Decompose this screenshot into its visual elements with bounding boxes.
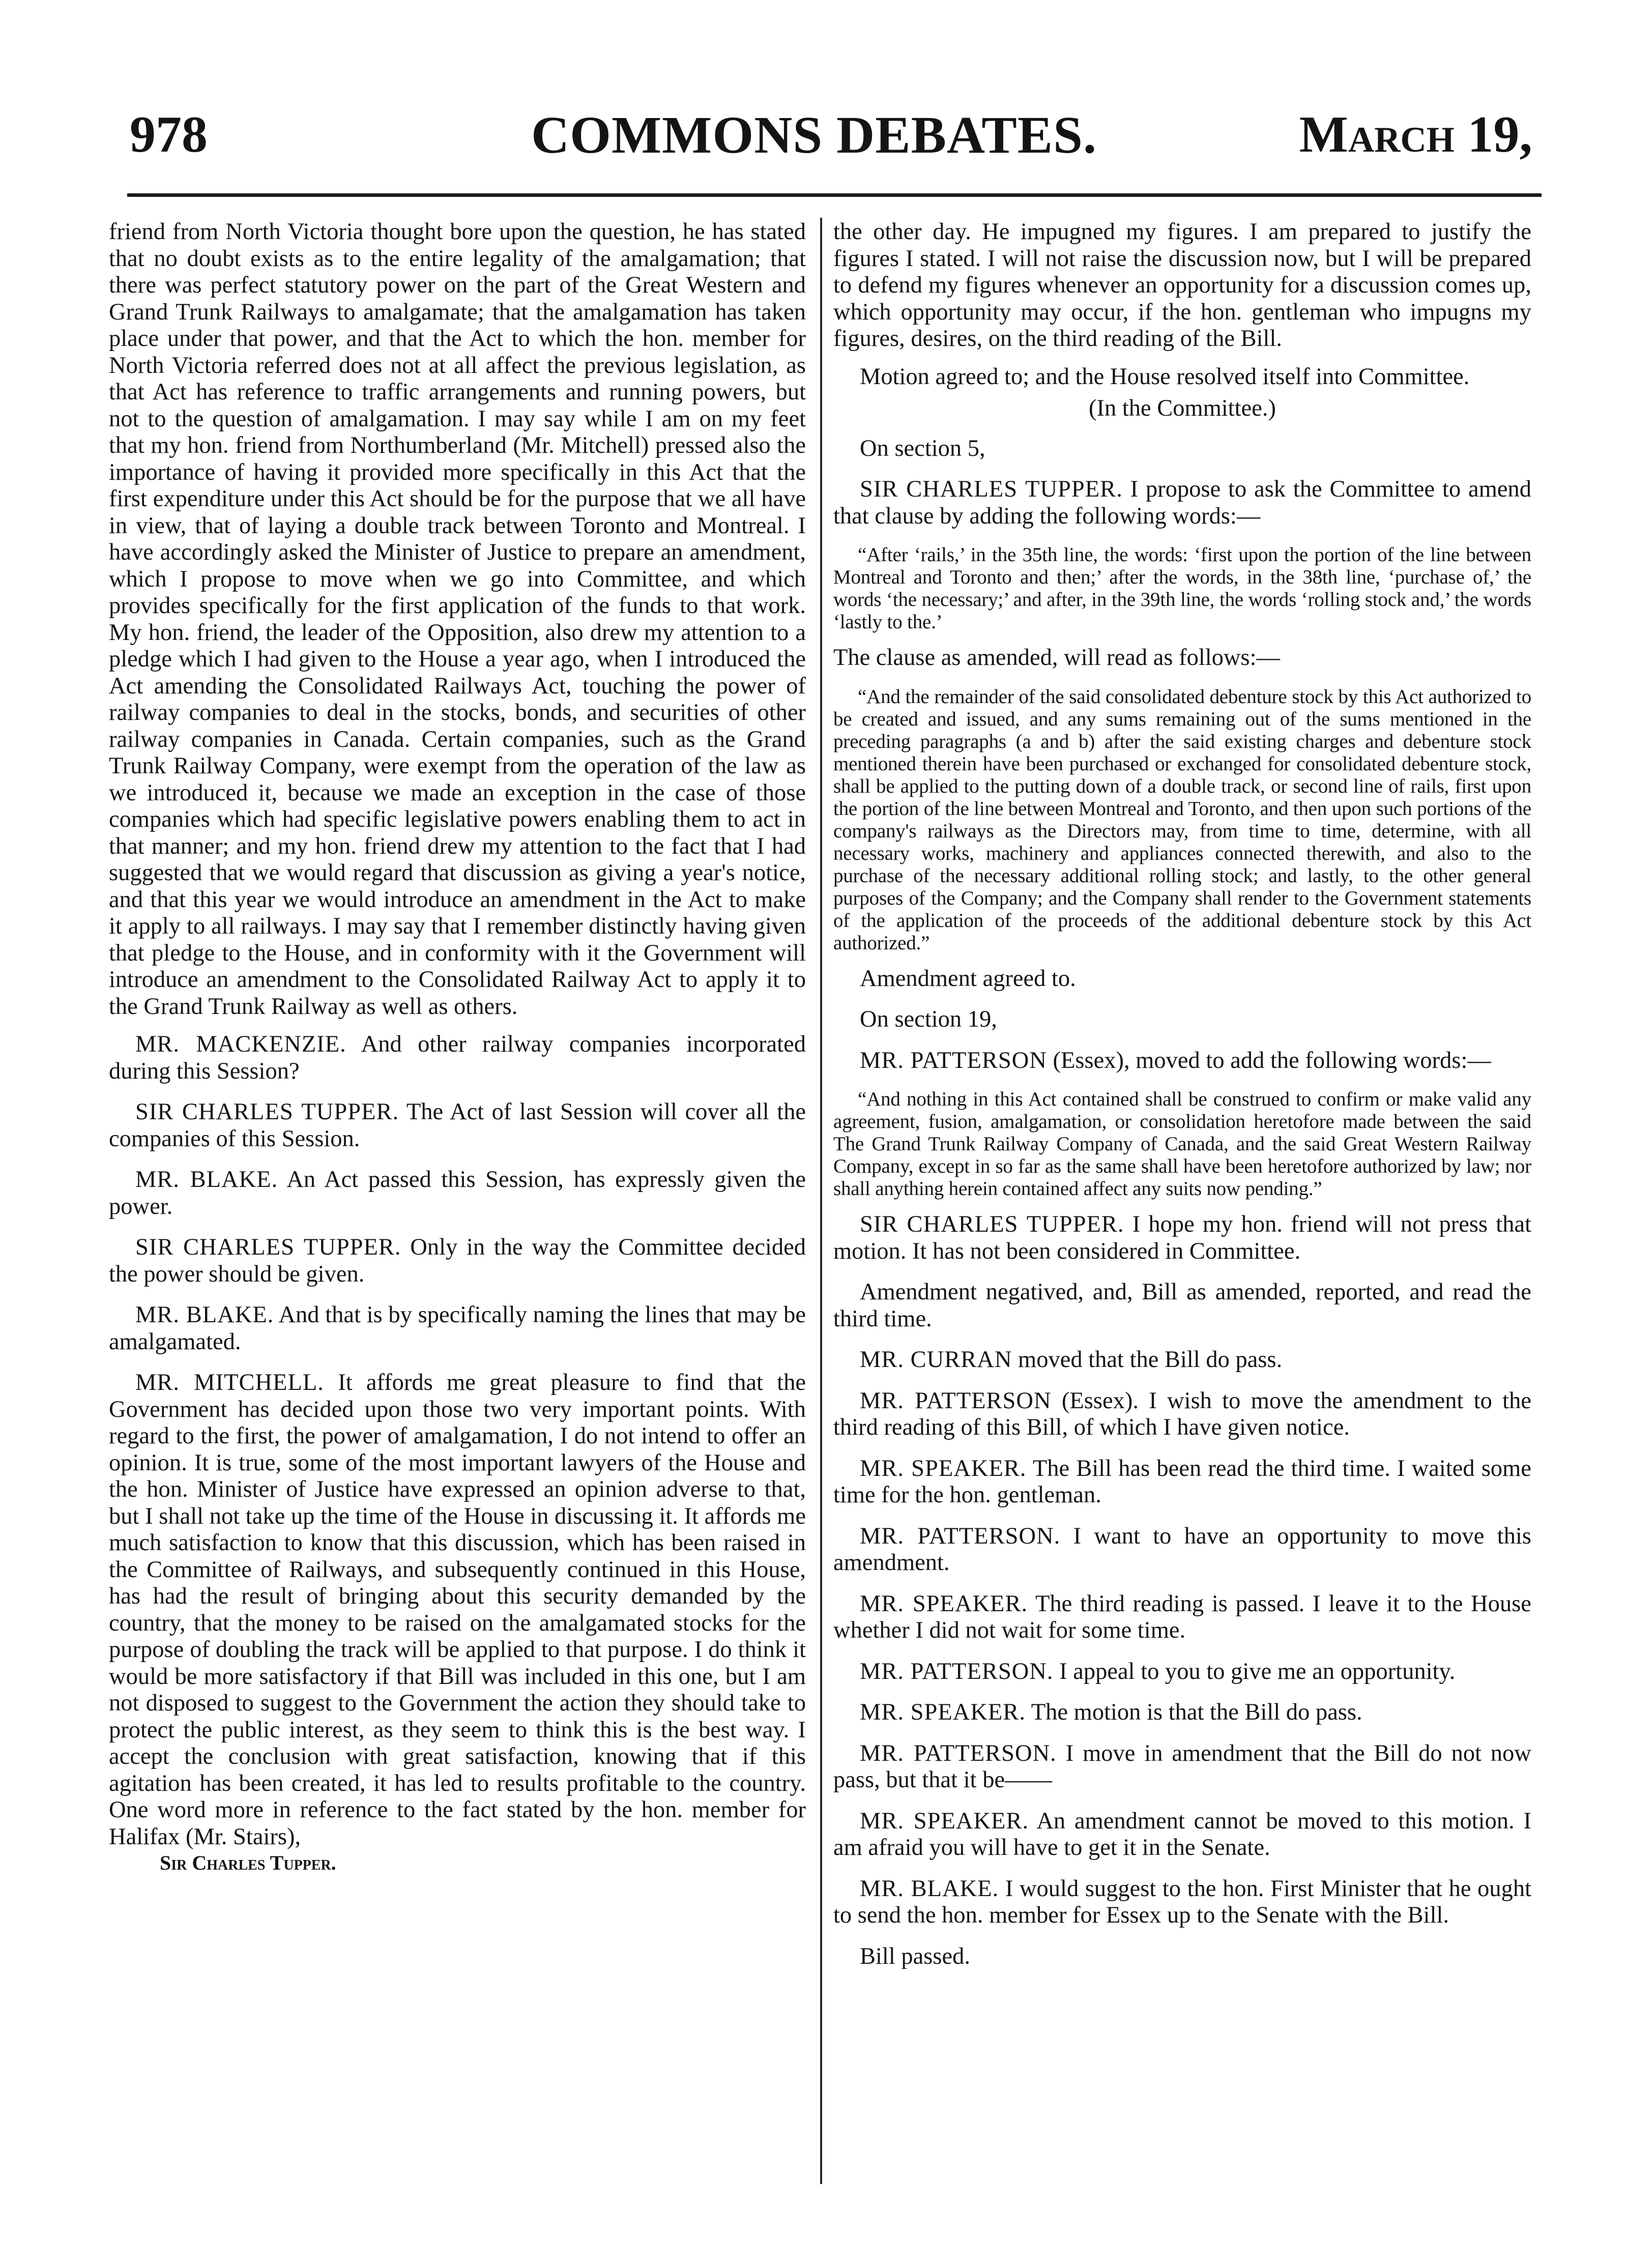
speaker-name: SIR CHARLES TUPPER.	[860, 1211, 1124, 1237]
speech-paragraph	[109, 1031, 806, 1085]
quoted-clause: “And the remainder of the said consolidated debenture stock by this Act authorized to be created and issued, and any sums remaining out of the sums mentioned in the preceding paragraphs (a and b) after the said existing charges and debenture stock mentioned therein have been purchased or exchanged for consolidated debenture stock, shall be applied to the putting down of a double track, or second line of rails, first upon the portion of the line between Montreal and Toronto, and then upon such portions of the company's railways as the Directors may, from time to time, determine, with all necessary works, machinery and appliances connected therewith, and also to the purchase of the necessary additional rolling stock; and lastly, to the other general purposes of the Company; and the Company shall render to the Government statements of the application of the proceeds of the additional debenture stock by this Act authorized.”	[833, 685, 1531, 954]
speech-paragraph	[833, 1048, 1531, 1074]
speech-paragraph	[833, 1808, 1531, 1862]
speaker-name: MR. PATTERSON.	[860, 1658, 1054, 1684]
section-note: On section 5,	[860, 435, 985, 461]
speaker-name: MR. PATTERSON.	[860, 1523, 1061, 1549]
speech-text: It affords me great pleasure to find that the Government has decided upon those two very important points. With regard to the first, the power of amalgamation, I do not intend to offer an opinion. It is true, some of the most important lawyers of the House and the hon. Minister of Justice have expressed an opinion adverse to that, but I shall not take up the time of the House in discussing it. It affords me much satisfaction to know that this discussion, which has been raised in the Committee of Railways, and subsequently continued in this House, has had the result of bringing about this security demanded by the country, that the money to be raised on the amalgamated stocks for the purpose of doubling the track will be applied to that purpose. I do think it would be more satisfactory if that Bill was included in this one, but I am not disposed to suggest to the Government the action they should take to protect the public interest, as they seem to think this is the best way. I accept the conclusion with great satisfaction, knowing that if this agitation has been created, it has led to results profitable to the country. One word more in reference to the fact stated by the hon. member for Halifax (Mr. Stairs),	[109, 1370, 806, 1850]
speech-paragraph	[833, 1699, 1531, 1726]
speech-text: I want to have an opportunity to move this amendment.	[833, 1523, 1531, 1576]
speech-paragraph	[833, 1388, 1531, 1441]
speaker-name: MR. MACKENZIE.	[135, 1031, 346, 1057]
proceeding-note: Motion agreed to; and the House resolved itself into Committee.	[860, 363, 1470, 390]
speech-paragraph	[109, 1234, 806, 1288]
continued-speech: friend from North Victoria thought bore upon the question, he has stated that no doubt exists as to the entire legality of the amalgamation; that there was perfect statutory power on the part of the Great Western and Grand Trunk Railways to amalgamate; that the amalgamation has taken place under that power, and that the Act to which the hon. member for North Victoria referred does not at all affect the previous legislation, as that Act has reference to traffic arrangements and running powers, but not to the question of amalgamation. I may say while I am on my feet that my hon. friend from Northumberland (Mr. Mitchell) pressed also the importance of having it provided more specifically in this Act that the first expenditure under this Act should be for the purpose that we all have in view, that of laying a double track between Toronto and Montreal. I have accordingly asked the Minister of Justice to prepare an amendment, which I propose to move when we go into Committee, and which provides specifically for the first application of the funds to that work. My hon. friend, the leader of the Opposition, also drew my attention to a pledge which I had given to the House a year ago, when I introduced the Act amending the Consolidated Railways Act, touching the power of railway companies to deal in the stocks, bonds, and securities of other railway companies in Canada. Certain companies, such as the Grand Trunk Railway Company, were exempt from the operation of the law as we introduced it, because we made an exception in the case of those companies which had specific legislative powers enabling them to act in that manner; and my hon. friend drew my attention to the fact that I had suggested that we would regard that discussion as giving a year's notice, and that this year we would introduce an amendment in the Act to make it apply to all railways. I may say that I remember distinctly having given that pledge to the House, and in conformity with it the Government will introduce an amendment to the Consolidated Railway Act to apply it to the Grand Trunk Railway as well as others.	[109, 219, 806, 1020]
speech-paragraph	[833, 1347, 1531, 1374]
speech-text: I move in amendment that the Bill do not now pass, but that it be——	[833, 1740, 1531, 1793]
quoted-amendment: “And nothing in this Act contained shall be construed to confirm or make valid any agreement, fusion, amalgamation, or consolidation heretofore made between the said The Grand Trunk Railway Company of Canada, and the said Great Western Railway Company, except in so far as the same shall have been heretofore authorized by law; nor shall anything herein contained affect any suits now pending.”	[833, 1088, 1531, 1200]
speech-paragraph	[833, 1740, 1531, 1794]
speech-text: I appeal to you to give me an opportunity.	[1059, 1658, 1456, 1684]
speaker-name: SIR CHARLES TUPPER.	[135, 1099, 399, 1125]
speech-paragraph	[833, 1876, 1531, 1929]
speech-paragraph	[833, 1523, 1531, 1577]
speech-text: moved that the Bill do pass.	[1018, 1347, 1283, 1373]
speaker-name: MR. BLAKE.	[135, 1302, 274, 1328]
speech-paragraph	[109, 1099, 806, 1152]
speaker-name: MR. BLAKE.	[860, 1875, 999, 1902]
speech-paragraph	[833, 1456, 1531, 1509]
speech-paragraph	[109, 1370, 806, 1850]
speech-text: The Bill has been read the third time. I waited some time for the hon. gentleman.	[833, 1455, 1531, 1508]
page-title: COMMONS DEBATES.	[531, 106, 1097, 164]
speech-paragraph	[109, 1167, 806, 1220]
speaker-name: MR. BLAKE.	[135, 1167, 278, 1193]
speech-text: And other railway companies incorporated during this Session?	[109, 1031, 806, 1084]
header-rule	[127, 193, 1542, 197]
speech-paragraph	[833, 1659, 1531, 1685]
speaker-name: MR. SPEAKER.	[860, 1808, 1029, 1834]
proceeding-note: Amendment negatived, and, Bill as amended, reported, and read the third time.	[833, 1279, 1531, 1332]
speech-paragraph	[833, 1211, 1531, 1265]
column-catchword: Sir Charles Tupper.	[160, 1851, 336, 1874]
speech-text: I hope my hon. friend will not press that motion. It has not been considered in Committee.	[833, 1211, 1532, 1264]
page-number: 978	[130, 106, 208, 163]
speech-text: (Essex), moved to add the following words:—	[1053, 1047, 1491, 1073]
speech-paragraph	[833, 476, 1531, 530]
left-column	[109, 219, 806, 1875]
speech-text: And that is by specifically naming the lines that may be amalgamated.	[109, 1302, 806, 1355]
speech-text: An amendment cannot be moved to this motion. I am afraid you will have to get it in the Senate.	[833, 1808, 1532, 1860]
speech-text: I propose to ask the Committee to amend that clause by adding the following words:—	[833, 476, 1531, 529]
speech-text: Only in the way the Committee decided the power should be given.	[109, 1234, 806, 1287]
speech-text: The third reading is passed. I leave it to the House whether I did not wait for some time.	[833, 1590, 1531, 1643]
speech-paragraph	[833, 1591, 1531, 1644]
speech-paragraph	[109, 1302, 806, 1355]
speech-text: An Act passed this Session, has expressly given the power.	[109, 1167, 806, 1219]
proceeding-note: Bill passed.	[860, 1943, 970, 1969]
page-date: March 19,	[1299, 106, 1532, 163]
quoted-amendment: “After ‘rails,’ in the 35th line, the words: ‘first upon the portion of the line between Montreal and Toronto and then;’ after the words, in the 38th line, ‘purchase of,’ the words ‘the necessary;’ and after, in the 39th line, the words ‘rolling stock and,’ the words ‘lastly to the.’	[833, 544, 1531, 633]
speaker-name: MR. SPEAKER.	[860, 1455, 1027, 1481]
right-column	[833, 219, 1531, 1984]
proceeding-note: The clause as amended, will read as follows:—	[833, 645, 1281, 671]
speaker-name: MR. SPEAKER.	[860, 1699, 1026, 1725]
column-divider	[820, 218, 822, 2184]
speech-text: (Essex). I wish to move the amendment to the third reading of this Bill, of which I have given notice.	[833, 1387, 1531, 1440]
speaker-name: MR. SPEAKER.	[860, 1590, 1028, 1617]
speaker-name: MR. PATTERSON	[860, 1047, 1047, 1073]
section-note: On section 19,	[860, 1006, 997, 1032]
proceeding-note: Amendment agreed to.	[860, 965, 1076, 992]
speech-text: The motion is that the Bill do pass.	[1031, 1699, 1362, 1725]
speaker-name: SIR CHARLES TUPPER.	[135, 1234, 401, 1260]
speech-text: I would suggest to the hon. First Minister that he ought to send the hon. member for Essex up to the Senate with the Bill.	[833, 1875, 1531, 1928]
speaker-name: MR. PATTERSON.	[860, 1740, 1057, 1766]
speaker-name: MR. MITCHELL.	[135, 1370, 324, 1395]
speech-text: The Act of last Session will cover all the companies of this Session.	[109, 1099, 806, 1152]
speaker-name: MR. PATTERSON	[860, 1387, 1052, 1414]
continued-speech: the other day. He impugned my figures. I am prepared to justify the figures I stated. I will not raise the discussion now, but I will be prepared to defend my figures whenever an opportunity for a discussion comes up, which opportunity may occur, if the hon. gentleman who impugns my figures, desires, on the third reading of the Bill.	[833, 219, 1531, 352]
speaker-name: SIR CHARLES TUPPER.	[860, 476, 1123, 502]
speaker-name: MR. CURRAN	[860, 1347, 1012, 1373]
committee-heading: (In the Committee.)	[1088, 395, 1276, 421]
